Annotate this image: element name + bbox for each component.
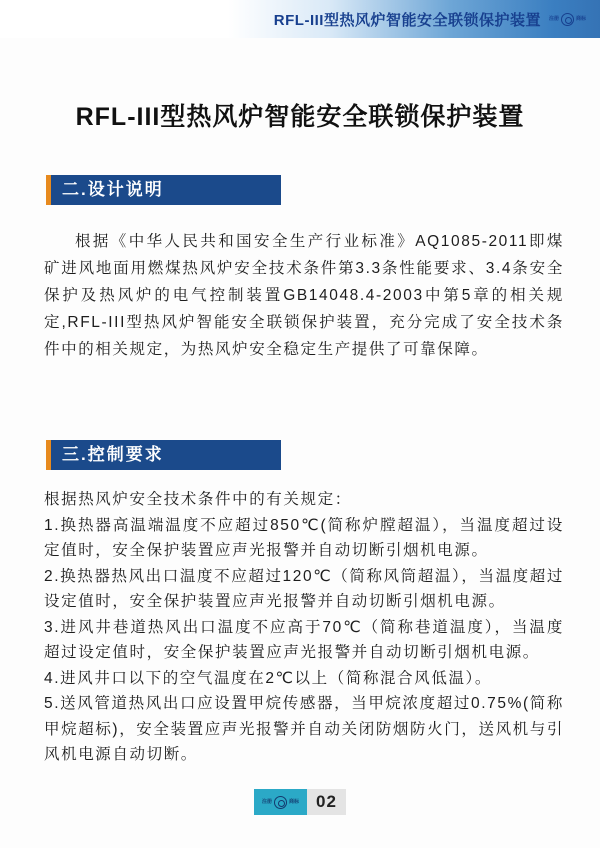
control-item-1: 1.换热器高温端温度不应超过850℃(简称炉膛超温），当温度超过设定值时，安全保护装置应声光报警并自动切断引烟机电源。: [44, 516, 564, 559]
control-item-2: 2.换热器热风出口温度不应超过120℃（简称风筒超温），当温度超过设定值时，安全保护装置应声光报警并自动切断引烟机电源。: [44, 567, 564, 610]
control-item-4: 4.进风井口以下的空气温度在2℃以上（简称混合风低温）。: [44, 669, 493, 687]
control-intro: 根据热风炉安全技术条件中的有关规定：: [44, 491, 352, 508]
footer-inner: [254, 789, 346, 815]
section-heading-control: 三.控制要求: [46, 440, 281, 470]
trademark-left-label: 注册: [548, 15, 559, 22]
section-heading-design: 二.设计说明: [46, 175, 281, 205]
trademark-emblem-icon: [561, 13, 574, 26]
header-bar-title: RFL-III型热风炉智能安全联锁保护装置: [273, 11, 541, 29]
trademark-logo: [549, 13, 586, 26]
control-item-5: 5.送风管道热风出口应设置甲烷传感器，当甲烷浓度超过0.75%(简称甲烷超标)，安全装置应声光报警并自动关闭防烟防火门，送风机与引风机电源自动切断。: [44, 695, 564, 763]
trademark-right-label: 商标: [575, 15, 586, 22]
footer-trademark-emblem-icon: [274, 796, 287, 809]
control-item-3: 3.进风井巷道热风出口温度不应高于70℃（简称巷道温度），当温度超过设定值时，安全保护装置应声光报警并自动切断引烟机电源。: [44, 618, 564, 661]
header-bar: [0, 0, 600, 38]
footer-trademark-right-label: 商标: [289, 798, 300, 805]
page-title: RFL-III型热风炉智能安全联锁保护装置: [75, 103, 525, 131]
page-footer: [0, 789, 600, 815]
page-number: 02: [307, 789, 346, 815]
design-paragraph: 根据《中华人民共和国安全生产行业标准》AQ1085-2011即煤矿进风地面用燃煤热风炉安全技术条件第3.3条性能要求、3.4条安全保护及热风炉的电气控制装置GB14048.4-2003中第5章的相关规定,RFL-III型热风炉智能安全联锁保护装置，充分完成了安全技术条件中的相关规定，为热风炉安全稳定生产提供了可靠保障。: [44, 233, 564, 358]
control-requirements: [44, 487, 564, 768]
footer-trademark-logo: [254, 789, 307, 815]
footer-trademark-left-label: 注册: [262, 798, 273, 805]
